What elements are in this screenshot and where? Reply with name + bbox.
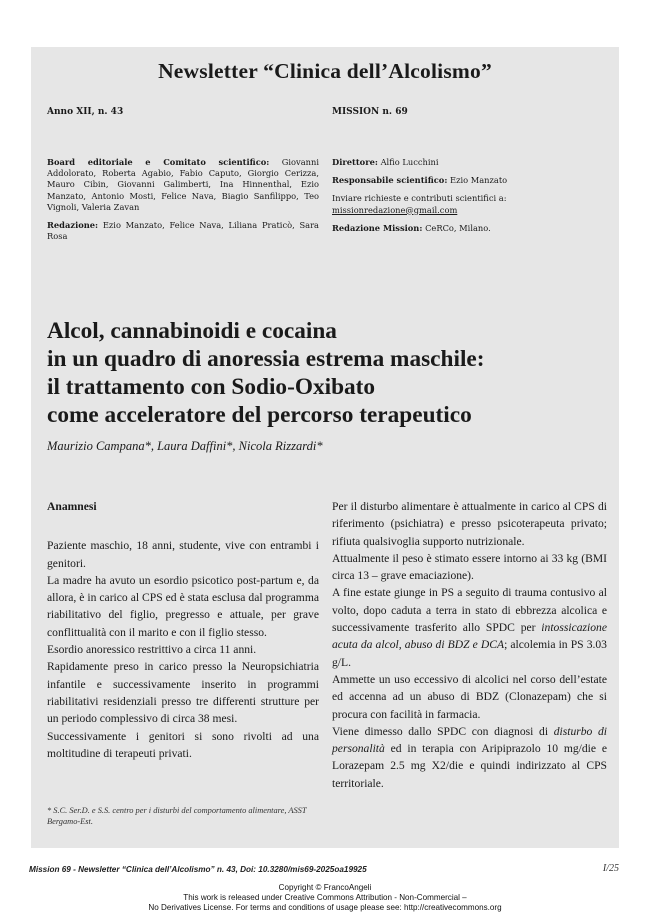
footnote: * S.C. Ser.D. e S.S. centro per i disturbi del comportamento alimentare, ASST Bergamo-Est. bbox=[47, 806, 307, 826]
paragraph: Attualmente il peso è stimato essere intorno ai 33 kg (BMI circa 13 – grave emaciazione). bbox=[332, 551, 607, 583]
redazione-mission-value: CeRCo, Milano. bbox=[425, 222, 491, 233]
paragraph-text: Viene dimesso dallo SPDC con diagnosi di bbox=[332, 724, 554, 738]
license-line: Copyright © FrancoAngeli bbox=[278, 883, 372, 892]
contact bbox=[332, 193, 607, 215]
direction-column bbox=[332, 157, 607, 241]
redazione bbox=[47, 220, 319, 242]
direttore bbox=[332, 157, 607, 168]
paragraph: La madre ha avuto un esordio psicotico post-partum e, da allora, è in carico al CPS ed è stata esclusa dal programma riabilitativo del figlio, pregresso e attuale, per grave conflittualità con il marito e con il figlio stesso. bbox=[47, 573, 319, 639]
section-heading: Anamnesi bbox=[47, 500, 97, 513]
article-title-line: Alcol, cannabinoidi e cocaina bbox=[47, 318, 337, 344]
issue-left: Anno XII, n. 43 bbox=[47, 107, 124, 117]
footer-citation: Mission 69 - Newsletter “Clinica dell’Alcolismo” n. 43, Doi: 10.3280/mis69-2025oa19925 bbox=[29, 865, 367, 874]
board-label: Board editoriale e Comitato scientifico: bbox=[47, 157, 270, 167]
paragraph bbox=[332, 584, 607, 670]
board-names: Giovanni Addolorato, Roberta Agabio, Fabio Caputo, Giorgio Cerizza, Mauro Cibin, Giovanni Galimberti, Ina Hinnenthal, Ezio Manzato, Antonio Mosti, Felice Nava, Biagio Sanfilippo, Teo Vignoli, Valeria Zavan bbox=[47, 157, 319, 212]
license-line: No Derivatives License. For terms and conditions of usage please see: http://creativecommons.org bbox=[148, 903, 502, 912]
paragraph: Esordio anoressico restrittivo a circa 11 anni. bbox=[47, 643, 257, 657]
editorial-board-column bbox=[47, 157, 319, 249]
direttore-name: Alfio Lucchini bbox=[380, 157, 439, 167]
paragraph: Rapidamente preso in carico presso la Neuropsichiatria infantile e successivamente inserito in programmi riabilitativi residenziali presso tre differenti strutture per un periodo complessivo di circa 38 mesi. bbox=[47, 660, 319, 726]
inviare-text: Inviare richieste e contributi scientifici a: bbox=[332, 193, 507, 204]
paragraph-text: ; alcolemia in PS 3.03 g/L. bbox=[332, 638, 607, 669]
paragraph-text: ed in terapia con Aripiprazolo 10 mg/die e Lorazepam 2.5 mg X2/die e quindi indirizzato al CPS territoriale. bbox=[332, 742, 607, 790]
email-link[interactable]: missionredazione@gmail.com bbox=[332, 204, 458, 215]
body-left-column bbox=[47, 498, 319, 762]
redazione-names: Ezio Manzato, Felice Nava, Liliana Praticò, Sara Rosa bbox=[47, 220, 320, 242]
direttore-label: Direttore: bbox=[332, 157, 378, 167]
redazione-mission bbox=[332, 223, 607, 234]
body-right-column bbox=[332, 498, 607, 792]
responsabile-label: Responsabile scientifico: bbox=[332, 175, 448, 186]
authors: Maurizio Campana*, Laura Daffini*, Nicola Rizzardi* bbox=[47, 439, 323, 453]
paragraph: Ammette un uso eccessivo di alcolici nel corso dell’estate ed accenna ad un abuso di BDZ (Clonazepam) che si procura con facilità in farmacia. bbox=[332, 672, 607, 721]
paragraph-text: A fine estate giunge in PS a seguito di trauma contusivo al volto, dopo caduta a terra in stato di ebbrezza alcolica e successivamente trasferito allo SPDC per bbox=[332, 586, 607, 635]
paragraph-emphasis: disturbo di personalità bbox=[332, 724, 607, 756]
editorial-board bbox=[47, 157, 319, 213]
redazione-label: Redazione: bbox=[47, 220, 99, 231]
article-title bbox=[47, 317, 617, 429]
paragraph: Successivamente i genitori si sono rivolti ad una moltitudine di terapeuti privati. bbox=[47, 729, 319, 760]
paragraph bbox=[332, 723, 607, 792]
responsabile bbox=[332, 175, 607, 186]
paragraph-emphasis: intossicazione acuta da alcol, abuso di BDZ e DCA bbox=[332, 621, 607, 652]
article-title-line: come acceleratore del percorso terapeutico bbox=[47, 402, 472, 428]
page-number: I/25 bbox=[602, 863, 619, 874]
issue-right: MISSION n. 69 bbox=[332, 107, 408, 117]
article-title-line: il trattamento con Sodio-Oxibato bbox=[47, 374, 376, 400]
paragraph: Paziente maschio, 18 anni, studente, vive con entrambi i genitori. bbox=[47, 539, 319, 570]
paragraph: Per il disturbo alimentare è attualmente in carico al CPS di riferimento (psichiatra) e presso psicoterapeuta privato; rifiuta qualsivoglia supporto nutrizionale. bbox=[332, 500, 607, 548]
article-title-line: in un quadro di anoressia estrema maschile: bbox=[47, 346, 485, 372]
responsabile-name: Ezio Manzato bbox=[450, 175, 508, 186]
newsletter-title: Newsletter “Clinica dell’Alcolismo” bbox=[158, 59, 492, 83]
license-line: This work is released under Creative Commons Attribution - Non-Commercial – bbox=[183, 893, 467, 902]
redazione-mission-label: Redazione Mission: bbox=[332, 222, 423, 233]
newsletter-page bbox=[31, 47, 619, 848]
